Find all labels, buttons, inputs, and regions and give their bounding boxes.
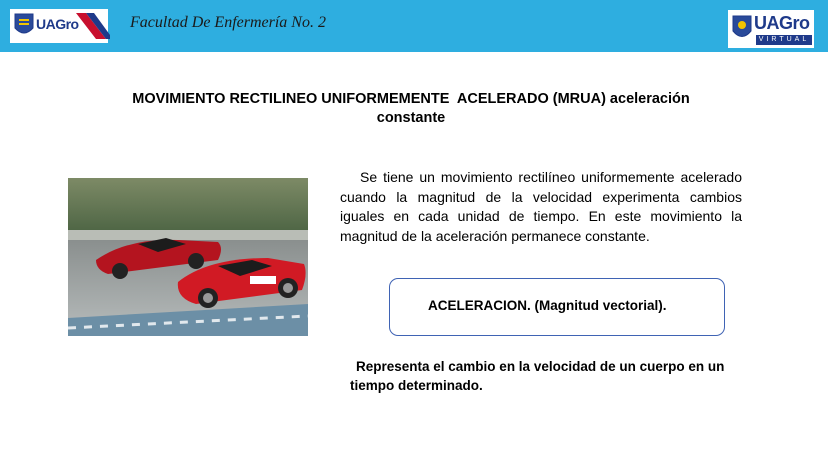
slide-title-line1: MOVIMIENTO RECTILINEO UNIFORMEMENTE ACELERADO (MRUA) aceleración bbox=[132, 91, 690, 107]
slide-title-line2: constante bbox=[376, 110, 446, 126]
uagro-left-logo bbox=[10, 9, 108, 43]
description-paragraph bbox=[340, 168, 742, 246]
left-logo-wordmark: UAGro bbox=[36, 16, 79, 32]
uagro-virtual-logo bbox=[728, 10, 814, 48]
faculty-title: Facultad De Enfermería No. 2 bbox=[130, 14, 326, 31]
acceleration-definition: Representa el cambio en la velocidad de un cuerpo en un tiempo determinado. bbox=[350, 359, 725, 393]
acceleration-box bbox=[389, 278, 725, 336]
university-seal-icon bbox=[731, 14, 753, 42]
description-text: Se tiene un movimiento rectilíneo uniformemente acelerado cuando la magnitud de la velocidad experimenta cambios iguales en cada unidad de tiempo. En este movimiento la magnitud de la aceleración permanece constante. bbox=[340, 169, 742, 244]
logo-stripe-icon bbox=[76, 13, 110, 39]
right-logo-wordmark: UAGro bbox=[754, 13, 810, 33]
race-cars-photo bbox=[68, 178, 308, 336]
university-seal-icon bbox=[13, 12, 35, 38]
header-bar bbox=[0, 0, 828, 52]
right-logo-subtext: VIRTUAL bbox=[756, 35, 812, 45]
acceleration-label: ACELERACION. (Magnitud vectorial). bbox=[428, 298, 667, 313]
slide-title bbox=[110, 90, 712, 128]
